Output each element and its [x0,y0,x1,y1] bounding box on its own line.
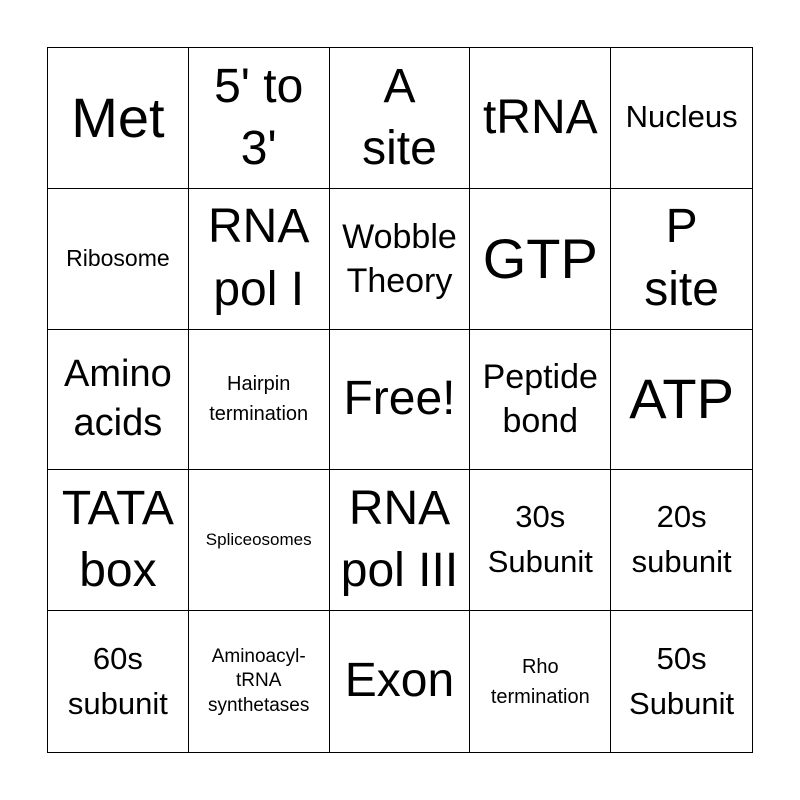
cell-label: 5' to 3' [214,59,304,175]
cell-label: Amino acids [64,353,172,445]
bingo-cell-free[interactable] [330,330,471,471]
cell-label: Spliceosomes [205,529,312,549]
cell-label: Met [71,85,165,149]
bingo-cell-wobble-theory[interactable] [330,189,471,330]
cell-label: ATP [629,367,734,431]
bingo-cell-aminoacyl-trna-synthetases[interactable] [189,611,330,752]
bingo-cell-trna[interactable] [470,48,611,189]
cell-label: Nucleus [625,99,738,135]
bingo-cell-nucleus[interactable] [611,48,752,189]
bingo-cell-spliceosomes[interactable] [189,470,330,611]
cell-label: 20s subunit [631,499,732,580]
cell-label: P site [644,200,719,316]
bingo-cell-atp[interactable] [611,330,752,471]
cell-label: Wobble Theory [342,217,457,300]
cell-label: 60s subunit [67,640,168,721]
bingo-cell-a-site[interactable] [330,48,471,189]
bingo-board [47,47,753,753]
cell-label: Free! [343,372,456,426]
bingo-cell-ribosome[interactable] [48,189,189,330]
bingo-cell-met[interactable] [48,48,189,189]
bingo-cell-hairpin-termination[interactable] [189,330,330,471]
bingo-cell-amino-acids[interactable] [48,330,189,471]
cell-label: Aminoacyl-tRNA synthetases [207,645,310,716]
bingo-cell-peptide-bond[interactable] [470,330,611,471]
cell-label: Peptide bond [482,358,598,441]
cell-label: tRNA [482,90,598,144]
cell-label: 50s Subunit [629,640,735,721]
bingo-cell-30s-subunit[interactable] [470,470,611,611]
cell-label: Ribosome [66,244,170,271]
cell-label: TATA box [61,481,174,598]
bingo-cell-gtp[interactable] [470,189,611,330]
bingo-cell-tata-box[interactable] [48,470,189,611]
bingo-cell-rna-pol-iii[interactable] [330,470,471,611]
bingo-cell-rho-termination[interactable] [470,611,611,752]
bingo-cell-60s-subunit[interactable] [48,611,189,752]
bingo-cell-5-to-3[interactable] [189,48,330,189]
cell-label: A site [362,59,437,175]
bingo-cell-20s-subunit[interactable] [611,470,752,611]
cell-label: Exon [344,654,455,708]
bingo-cell-exon[interactable] [330,611,471,752]
bingo-cell-50s-subunit[interactable] [611,611,752,752]
cell-label: Hairpin termination [209,373,309,426]
bingo-cell-p-site[interactable] [611,189,752,330]
cell-label: RNA pol I [208,200,310,316]
bingo-cell-rna-pol-i[interactable] [189,189,330,330]
cell-label: GTP [482,226,598,290]
cell-label: RNA pol III [340,481,459,598]
cell-label: 30s Subunit [487,499,593,580]
cell-label: Rho termination [490,655,590,708]
